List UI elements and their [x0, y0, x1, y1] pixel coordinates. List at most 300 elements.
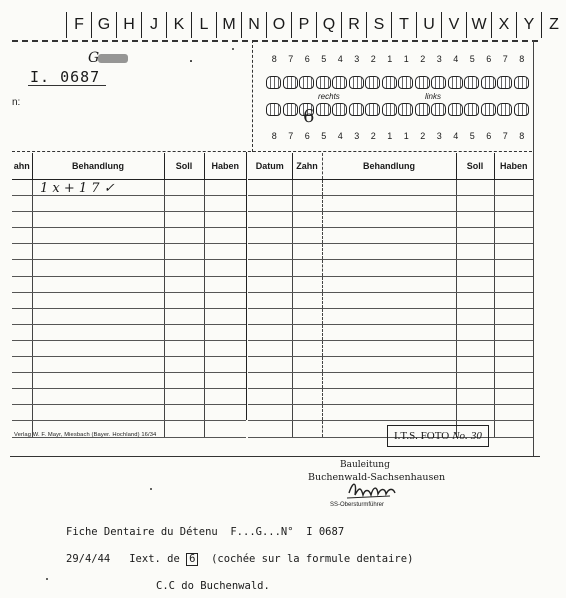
table-cell: [456, 244, 494, 260]
col-soll-right: Soll: [456, 153, 494, 180]
index-letter: S: [366, 12, 391, 38]
stamp-no-value: 30: [470, 430, 482, 442]
table-cell: [248, 389, 292, 405]
tooth-number: 3: [436, 54, 442, 64]
table-cell: [494, 292, 533, 308]
tooth-number: 6: [486, 131, 492, 141]
table-cell: [456, 373, 494, 389]
table-cell: [292, 421, 322, 437]
table-cell: [12, 260, 32, 276]
tooth-diagram: [316, 76, 331, 89]
letter-index-strip: [66, 12, 566, 38]
record-number: I. 0687: [30, 68, 101, 86]
index-letter: N: [241, 12, 266, 38]
table-row: [12, 228, 246, 244]
table-row: [12, 196, 246, 212]
table-cell: [456, 260, 494, 276]
name-label: n:: [12, 97, 21, 108]
caption-ext: Iext. de: [110, 553, 187, 565]
table-row: [248, 244, 533, 260]
table-row: [12, 276, 246, 292]
table-cell: [456, 324, 494, 340]
table-cell: [12, 405, 32, 421]
tooth-diagram: [415, 103, 430, 116]
table-cell: [322, 373, 456, 389]
col-zahn-left: ahn: [12, 153, 32, 180]
table-cell: [322, 196, 456, 212]
index-letter: L: [191, 12, 216, 38]
index-letter: Z: [541, 12, 566, 38]
index-letter: O: [266, 12, 291, 38]
caption-title: Fiche Dentaire du Détenu F...G...N°: [66, 526, 307, 538]
table-cell: [456, 357, 494, 373]
table-row: [12, 405, 246, 421]
table-row: [248, 357, 533, 373]
table-cell: [494, 421, 533, 437]
table-cell: [494, 212, 533, 228]
table-cell: [12, 324, 32, 340]
table-cell: [292, 228, 322, 244]
table-cell: [494, 180, 533, 196]
table-cell: [322, 276, 456, 292]
table-row: [248, 260, 533, 276]
table-row: [12, 357, 246, 373]
tooth-diagram: [497, 76, 512, 89]
table-cell: [164, 324, 204, 340]
table-cell: [32, 244, 164, 260]
table-cell: [164, 308, 204, 324]
table-cell: [204, 244, 246, 260]
right-side-label: rechts: [318, 92, 340, 101]
card-right-border: [533, 40, 534, 456]
table-row: [12, 389, 246, 405]
tooth-diagram: [332, 76, 347, 89]
table-cell: [164, 196, 204, 212]
table-cell: [164, 292, 204, 308]
table-cell: [494, 357, 533, 373]
header-divider: [252, 40, 253, 152]
tooth-diagram: [431, 103, 446, 116]
table-cell: [292, 373, 322, 389]
table-cell: [32, 340, 164, 356]
table-cell: [248, 340, 292, 356]
tooth-number: 8: [519, 54, 525, 64]
center-divider: [246, 152, 247, 420]
table-cell: [292, 340, 322, 356]
table-cell: [322, 308, 456, 324]
table-cell: [204, 180, 246, 196]
index-letter: T: [391, 12, 416, 38]
table-cell: [292, 292, 322, 308]
header-bottom-rule: [12, 151, 532, 152]
tooth-number: 1: [403, 54, 409, 64]
speck: [190, 60, 192, 62]
table-cell: [164, 389, 204, 405]
table-cell: [204, 357, 246, 373]
table-row: [248, 308, 533, 324]
col-behandlung-right: Behandlung: [322, 153, 456, 180]
table-cell: [248, 228, 292, 244]
tooth-number: 2: [370, 131, 376, 141]
tooth-number: 5: [469, 54, 475, 64]
table-cell: [164, 180, 204, 196]
tooth-number: 7: [502, 131, 508, 141]
table-cell: [164, 421, 204, 437]
table-cell: [456, 276, 494, 292]
table-cell: [292, 389, 322, 405]
caption-boxed-number: 6: [186, 553, 198, 566]
table-row: [248, 276, 533, 292]
tooth-number: 8: [519, 131, 525, 141]
index-letter: V: [441, 12, 466, 38]
table-cell: [322, 324, 456, 340]
table-cell: [12, 276, 32, 292]
handwritten-signature: [345, 479, 400, 501]
table-cell: [456, 405, 494, 421]
table-cell: [322, 180, 456, 196]
table-row: [248, 389, 533, 405]
table-cell: [494, 389, 533, 405]
table-cell: [12, 244, 32, 260]
tooth-number: 5: [321, 131, 327, 141]
caption-line-2: [66, 553, 413, 566]
table-cell: [12, 357, 32, 373]
table-cell: [494, 405, 533, 421]
tooth-number: 7: [288, 54, 294, 64]
tooth-number: 4: [337, 54, 343, 64]
col-haben-left: Haben: [204, 153, 246, 180]
caption-line-1: [66, 526, 344, 538]
index-letter: W: [466, 12, 491, 38]
table-cell: [456, 180, 494, 196]
table-cell: [12, 228, 32, 244]
table-cell: [322, 244, 456, 260]
table-cell: [164, 276, 204, 292]
card-bottom-border: [10, 456, 540, 457]
authority-line-2: Buchenwald-Sachsenhausen: [308, 472, 446, 483]
card-top-border: [12, 40, 538, 42]
tooth-number: 4: [453, 54, 459, 64]
table-cell: [292, 180, 322, 196]
table-cell: [292, 244, 322, 260]
table-cell: [494, 373, 533, 389]
tooth-diagram: [382, 103, 397, 116]
tooth-number: 2: [370, 54, 376, 64]
caption-line-3: C.C do Buchenwald.: [156, 580, 270, 592]
index-letter: K: [166, 12, 191, 38]
tooth-number: 5: [469, 131, 475, 141]
table-cell: [292, 196, 322, 212]
table-cell: [164, 357, 204, 373]
stamp-text: I.T.S. FOTO: [394, 430, 450, 442]
table-row: [12, 340, 246, 356]
table-cell: [248, 421, 292, 437]
table-cell: [12, 212, 32, 228]
table-row: [12, 244, 246, 260]
col-datum: Datum: [248, 153, 292, 180]
index-letter: Q: [316, 12, 341, 38]
first-treatment-entry: 1 x + 1 7 ✓: [40, 181, 115, 196]
index-letter: G: [91, 12, 116, 38]
caption-date: 29/4/44: [66, 553, 111, 565]
index-letter: P: [291, 12, 316, 38]
table-cell: [292, 276, 322, 292]
table-cell: [456, 228, 494, 244]
speck: [232, 48, 234, 50]
table-cell: [204, 292, 246, 308]
table-row: [12, 324, 246, 340]
table-cell: [204, 340, 246, 356]
index-letter: J: [141, 12, 166, 38]
tooth-diagram: [283, 76, 298, 89]
table-cell: [12, 389, 32, 405]
table-cell: [12, 180, 32, 196]
table-cell: [12, 308, 32, 324]
table-cell: [164, 340, 204, 356]
tooth-number: 8: [271, 54, 277, 64]
tooth-diagram: [349, 76, 364, 89]
table-row: [248, 373, 533, 389]
stamp-no-label: No.: [452, 430, 468, 442]
table-cell: [292, 308, 322, 324]
table-cell: [322, 292, 456, 308]
table-cell: [494, 196, 533, 212]
table-row: [248, 405, 533, 421]
tooth-diagram: [464, 76, 479, 89]
table-cell: [322, 357, 456, 373]
tooth-number: 2: [420, 131, 426, 141]
table-cell: [32, 308, 164, 324]
col-haben-right: Haben: [494, 153, 533, 180]
record-number-underline: [28, 85, 106, 86]
table-cell: [32, 405, 164, 421]
table-cell: [248, 244, 292, 260]
tooth-diagram: [299, 76, 314, 89]
tooth-diagram: [266, 103, 281, 116]
tooth-numbers-lower: [266, 131, 530, 143]
speck: [150, 488, 152, 490]
tooth-diagram: [398, 76, 413, 89]
table-cell: [32, 196, 164, 212]
tooth-number: 1: [387, 131, 393, 141]
table-cell: [322, 228, 456, 244]
table-cell: [32, 373, 164, 389]
table-cell: [494, 228, 533, 244]
tooth-number: 1: [387, 54, 393, 64]
tooth-diagram: [316, 103, 331, 116]
tooth-number: 3: [354, 131, 360, 141]
table-cell: [164, 373, 204, 389]
table-cell: [12, 340, 32, 356]
table-cell: [248, 357, 292, 373]
tooth-diagram: [398, 103, 413, 116]
table-row: [12, 260, 246, 276]
table-cell: [32, 276, 164, 292]
table-row: [12, 212, 246, 228]
table-cell: [248, 276, 292, 292]
table-cell: [456, 292, 494, 308]
table-cell: [248, 405, 292, 421]
tooth-number: 6: [486, 54, 492, 64]
table-cell: [12, 373, 32, 389]
table-cell: [494, 308, 533, 324]
tooth-numbers-upper: [266, 54, 530, 66]
table-cell: [164, 228, 204, 244]
tooth-number: 7: [502, 54, 508, 64]
table-cell: [204, 389, 246, 405]
caption-number: I 0687: [306, 526, 345, 538]
index-letter: R: [341, 12, 366, 38]
g-mark: G: [88, 50, 100, 66]
index-letter: M: [216, 12, 241, 38]
table-row: [12, 373, 246, 389]
table-cell: [32, 357, 164, 373]
table-cell: [204, 212, 246, 228]
table-cell: [248, 212, 292, 228]
table-cell: [248, 292, 292, 308]
tooth-diagram: [481, 103, 496, 116]
table-row: [12, 292, 246, 308]
table-cell: [494, 244, 533, 260]
table-cell: [292, 324, 322, 340]
table-cell: [32, 212, 164, 228]
tooth-diagram: [283, 103, 298, 116]
table-row: [12, 308, 246, 324]
printer-imprint: Verlag W. F. Mayr, Miesbach (Bayer. Hochland) 16/34: [14, 432, 157, 438]
table-cell: [494, 340, 533, 356]
table-cell: [32, 389, 164, 405]
tooth-diagram: [382, 76, 397, 89]
table-cell: [322, 405, 456, 421]
table-cell: [204, 405, 246, 421]
table-cell: [456, 389, 494, 405]
table-cell: [204, 276, 246, 292]
table-row: [248, 292, 533, 308]
table-cell: [248, 260, 292, 276]
tooth-number: 5: [321, 54, 327, 64]
table-cell: [248, 324, 292, 340]
tooth-diagram: [266, 76, 281, 89]
marked-tooth: 6: [303, 106, 315, 127]
table-cell: [32, 228, 164, 244]
tooth-diagram: [514, 76, 529, 89]
tooth-number: 4: [453, 131, 459, 141]
table-cell: [204, 260, 246, 276]
table-cell: [204, 308, 246, 324]
table-cell: [322, 340, 456, 356]
table-cell: [164, 212, 204, 228]
table-cell: [322, 389, 456, 405]
table-cell: [204, 373, 246, 389]
tooth-diagram: [415, 76, 430, 89]
tooth-number: 1: [403, 131, 409, 141]
table-cell: [292, 405, 322, 421]
tooth-number: 3: [354, 54, 360, 64]
table-cell: [164, 260, 204, 276]
table-cell: [456, 196, 494, 212]
right-treatment-table: [248, 153, 533, 438]
table-row: [248, 324, 533, 340]
tooth-number: 8: [271, 131, 277, 141]
table-row: [248, 180, 533, 196]
index-letter: X: [491, 12, 516, 38]
tooth-number: 3: [436, 131, 442, 141]
table-cell: [204, 228, 246, 244]
left-side-label: links: [425, 92, 442, 101]
table-cell: [494, 260, 533, 276]
table-cell: [494, 324, 533, 340]
tooth-number: 6: [304, 131, 310, 141]
upper-teeth-row: [266, 76, 530, 89]
table-cell: [32, 292, 164, 308]
table-cell: [292, 212, 322, 228]
table-cell: [322, 260, 456, 276]
table-cell: [204, 196, 246, 212]
col-soll-left: Soll: [164, 153, 204, 180]
ink-blot: [98, 54, 128, 63]
tooth-number: 6: [304, 54, 310, 64]
table-cell: [248, 180, 292, 196]
tooth-diagram: [332, 103, 347, 116]
tooth-number: 7: [288, 131, 294, 141]
tooth-diagram: [448, 103, 463, 116]
table-cell: [164, 405, 204, 421]
table-cell: [292, 357, 322, 373]
tooth-diagram: [365, 103, 380, 116]
col-zahn-right: Zahn: [292, 153, 322, 180]
tooth-number: 2: [420, 54, 426, 64]
tooth-diagram: [481, 76, 496, 89]
table-row: [248, 196, 533, 212]
caption-note: (cochée sur la formule dentaire): [198, 553, 414, 565]
tooth-diagram: [497, 103, 512, 116]
table-cell: [32, 260, 164, 276]
table-cell: [456, 212, 494, 228]
table-cell: [456, 340, 494, 356]
index-letter: U: [416, 12, 441, 38]
its-foto-stamp: [387, 425, 489, 447]
index-letter: F: [66, 12, 91, 38]
table-cell: [248, 196, 292, 212]
table-cell: [12, 196, 32, 212]
table-cell: [248, 373, 292, 389]
authority-line-1: Bauleitung: [340, 460, 390, 470]
tooth-diagram: [365, 76, 380, 89]
index-letter: H: [116, 12, 141, 38]
table-cell: [204, 421, 246, 437]
table-cell: [494, 276, 533, 292]
table-cell: [12, 292, 32, 308]
table-cell: [248, 308, 292, 324]
tooth-diagram: [349, 103, 364, 116]
tooth-diagram: [448, 76, 463, 89]
col-behandlung-left: Behandlung: [32, 153, 164, 180]
table-cell: [204, 324, 246, 340]
index-letter: Y: [516, 12, 541, 38]
table-row: [248, 228, 533, 244]
tooth-number: 4: [337, 131, 343, 141]
table-cell: [32, 324, 164, 340]
table-cell: [164, 244, 204, 260]
table-cell: [292, 260, 322, 276]
tooth-diagram: [514, 103, 529, 116]
table-row: [248, 340, 533, 356]
tooth-diagram: [431, 76, 446, 89]
table-cell: [456, 308, 494, 324]
speck: [46, 578, 48, 580]
table-cell: [322, 212, 456, 228]
authority-rank: SS-Obersturmführer: [330, 502, 385, 508]
